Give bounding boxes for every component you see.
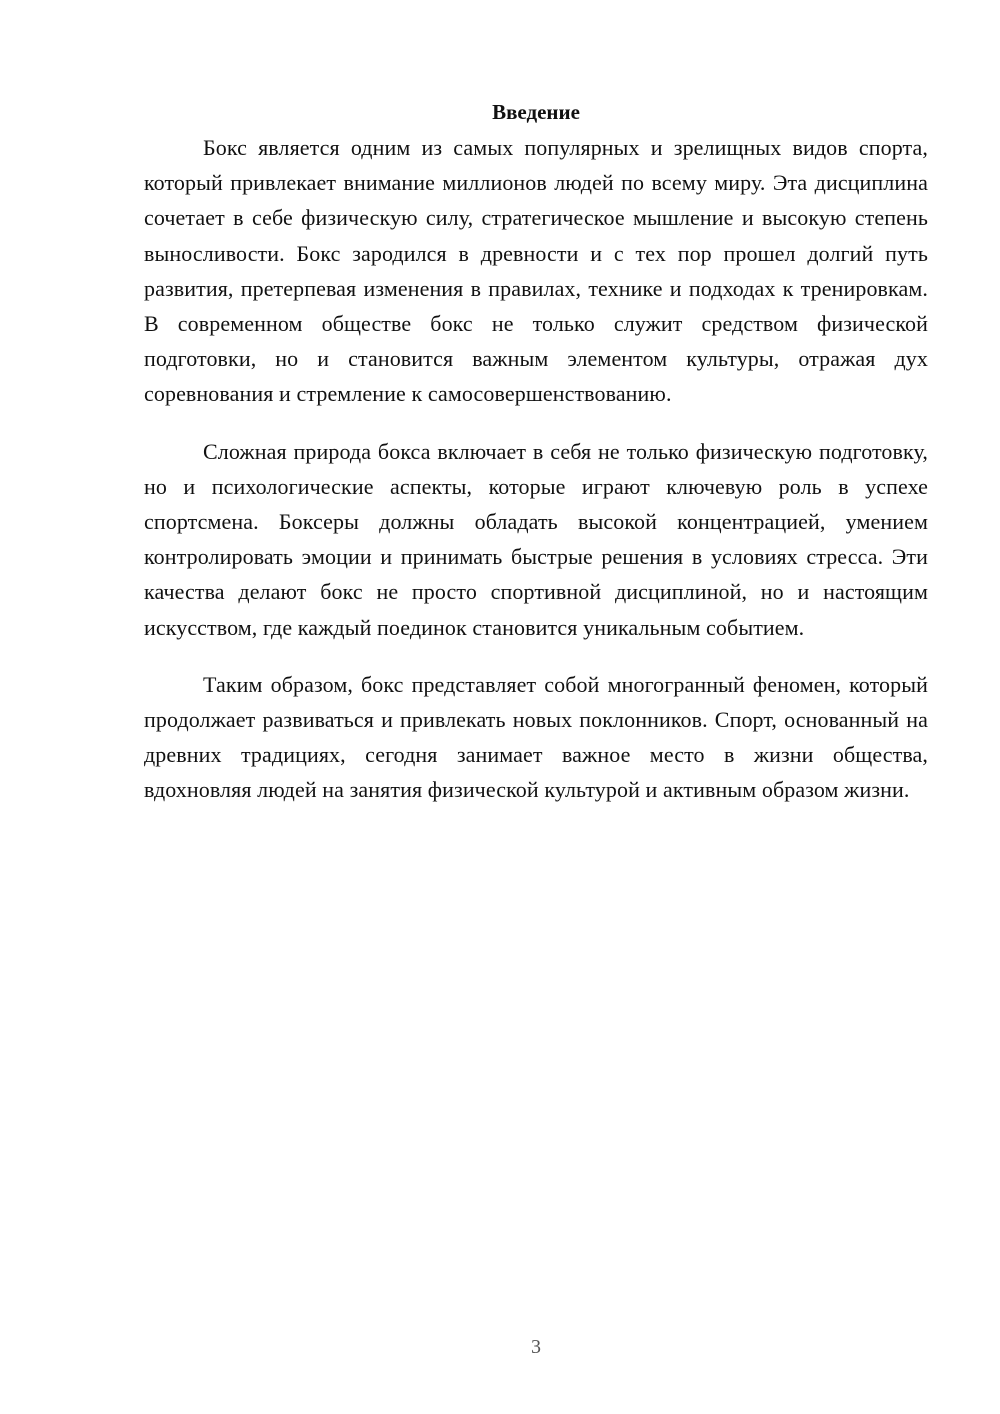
section-heading: Введение (492, 100, 580, 124)
paragraph-1: Бокс является одним из самых популярных и зрелищных видов спорта, который привлекает внимание миллионов людей по всему миру. Эта дисциплина сочетает в себе физическую силу, стратегическое мышление и высокую степень выносливости. Бокс зародился в древности и с тех пор прошел долгий путь развития, претерпевая изменения в правилах, технике и подходах к тренировкам. В современном обществе бокс не только служит средством физической подготовки, но и становится важным элементом культуры, отражая дух соревнования и стремление к самосовершенствованию. (144, 135, 928, 407)
paragraph-3: Таким образом, бокс представляет собой многогранный феномен, который продолжает развиваться и привлекать новых поклонников. Спорт, основанный на древних традициях, сегодня занимает важное место в жизни общества, вдохновляя людей на занятия физической культурой и активным образом жизни. (144, 671, 928, 803)
page-content (144, 94, 928, 830)
page-number: 3 (531, 1336, 541, 1358)
paragraph-2: Сложная природа бокса включает в себя не только физическую подготовку, но и психологические аспекты, которые играют ключевую роль в успехе спортсмена. Боксеры должны обладать высокой концентрацией, умением контролировать эмоции и принимать быстрые решения в условиях стресса. Эти качества делают бокс не просто спортивной дисциплиной, но и настоящим искусством, где каждый поединок становится уникальным событием. (144, 438, 928, 640)
